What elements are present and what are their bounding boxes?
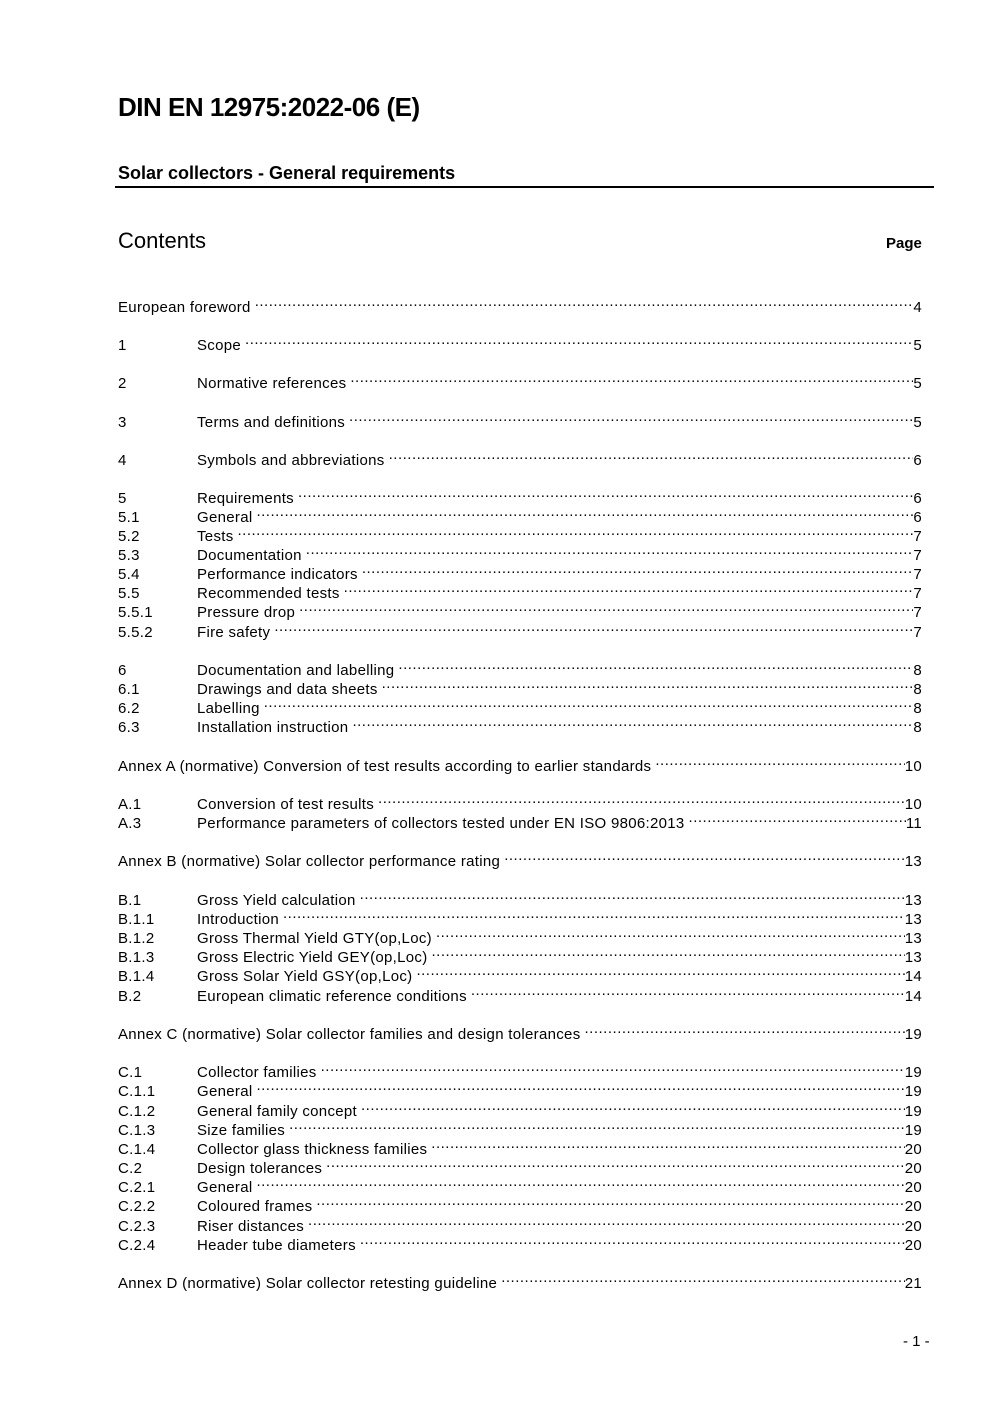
toc-title: General	[197, 1179, 253, 1196]
toc-leader	[245, 331, 913, 350]
toc-leader	[299, 598, 913, 617]
toc-leader	[389, 446, 914, 465]
toc-leader	[362, 560, 914, 579]
toc-number: B.2	[118, 988, 142, 1005]
toc-title: Labelling	[197, 700, 260, 717]
document-id: DIN EN 12975:2022-06 (E)	[118, 92, 420, 122]
toc-title: Collector families	[197, 1064, 317, 1081]
toc-number: 5.5.2	[118, 624, 153, 641]
toc-title: Gross Solar Yield GSY(op,Loc)	[197, 968, 413, 985]
toc-entry[interactable]	[118, 1231, 922, 1254]
toc-page: 14	[904, 968, 922, 985]
toc-entry[interactable]	[118, 656, 922, 679]
toc-title: General	[197, 1083, 253, 1100]
toc-page: 13	[904, 930, 922, 947]
toc-entry[interactable]	[118, 962, 922, 985]
toc-page: 20	[904, 1218, 922, 1235]
toc-number: B.1.3	[118, 949, 155, 966]
toc-entry[interactable]	[118, 522, 922, 545]
toc-title: Fire safety	[197, 624, 271, 641]
toc-entry[interactable]	[118, 503, 922, 526]
toc-leader	[316, 1192, 904, 1211]
toc-number: 5.3	[118, 547, 140, 564]
toc-title: Collector glass thickness families	[197, 1141, 428, 1158]
toc-title: Performance indicators	[197, 566, 358, 583]
toc-leader	[432, 943, 905, 962]
toc-entry[interactable]	[118, 1192, 922, 1215]
toc-page: 8	[913, 681, 922, 698]
toc-title: Requirements	[197, 490, 294, 507]
toc-title: Annex A (normative) Conversion of test results according to earlier standards	[118, 758, 652, 775]
toc-entry[interactable]	[118, 1212, 922, 1235]
toc-entry[interactable]	[118, 1135, 922, 1158]
toc-entry[interactable]	[118, 331, 922, 354]
toc-number: 4	[118, 452, 127, 469]
toc-leader	[431, 1135, 904, 1154]
toc-title: Coloured frames	[197, 1198, 313, 1215]
toc-entry[interactable]	[118, 579, 922, 602]
toc-title: Normative references	[197, 375, 347, 392]
toc-page: 7	[913, 624, 922, 641]
toc-leader	[298, 484, 913, 503]
toc-number: B.1.2	[118, 930, 155, 947]
toc-leader	[321, 1058, 905, 1077]
toc-page: 6	[913, 452, 922, 469]
toc-number: C.1.4	[118, 1141, 156, 1158]
toc-leader	[256, 1173, 904, 1192]
toc-number: 5.4	[118, 566, 140, 583]
toc-leader	[352, 713, 913, 732]
toc-page: 4	[913, 299, 922, 316]
toc-number: C.2.3	[118, 1218, 156, 1235]
toc-entry[interactable]	[118, 1154, 922, 1177]
toc-title: Riser distances	[197, 1218, 305, 1235]
toc-number: C.1.3	[118, 1122, 156, 1139]
toc-entry[interactable]	[118, 408, 922, 431]
toc-number: C.1	[118, 1064, 143, 1081]
toc-entry[interactable]	[118, 484, 922, 507]
toc-leader	[256, 1077, 904, 1096]
toc-title: Gross Yield calculation	[197, 892, 356, 909]
toc-entry[interactable]	[118, 943, 922, 966]
toc-page: 11	[905, 815, 922, 832]
toc-page: 13	[904, 949, 922, 966]
toc-leader	[306, 541, 914, 560]
toc-leader	[689, 809, 906, 828]
toc-page: 5	[913, 375, 922, 392]
toc-leader	[382, 675, 914, 694]
toc-entry[interactable]	[118, 675, 922, 698]
toc-title: General	[197, 509, 253, 526]
toc-entry[interactable]	[118, 1058, 922, 1081]
toc-title: Annex D (normative) Solar collector retesting guideline	[118, 1275, 498, 1292]
toc-leader	[504, 847, 905, 866]
toc-entry[interactable]	[118, 541, 922, 564]
toc-entry[interactable]	[118, 982, 922, 1005]
toc-title: European foreword	[118, 299, 251, 316]
toc-entry[interactable]	[118, 369, 922, 392]
toc-entry[interactable]	[118, 752, 922, 775]
toc-title: Terms and definitions	[197, 414, 346, 431]
toc-leader	[398, 656, 913, 675]
toc-entry[interactable]	[118, 905, 922, 928]
toc-title: Symbols and abbreviations	[197, 452, 385, 469]
document-subtitle: Solar collectors - General requirements	[118, 163, 456, 183]
toc-page: 19	[904, 1026, 922, 1043]
toc-page: 13	[904, 853, 922, 870]
toc-leader	[360, 886, 905, 905]
toc-page: 5	[913, 337, 922, 354]
toc-number: C.2.4	[118, 1237, 156, 1254]
header-rule	[115, 186, 934, 188]
toc-leader	[350, 369, 913, 388]
toc-title: Scope	[197, 337, 242, 354]
toc-page: 7	[913, 585, 922, 602]
toc-leader	[471, 982, 905, 1001]
toc-title: Tests	[197, 528, 234, 545]
toc-page: 20	[904, 1179, 922, 1196]
toc-number: C.2	[118, 1160, 143, 1177]
toc-leader	[436, 924, 905, 943]
toc-leader	[238, 522, 914, 541]
toc-title: Documentation and labelling	[197, 662, 395, 679]
toc-title: Design tolerances	[197, 1160, 323, 1177]
toc-number: 6	[118, 662, 127, 679]
toc-leader	[361, 1097, 905, 1116]
toc-number: 5.5.1	[118, 604, 153, 621]
toc-leader	[349, 408, 913, 427]
toc-page: 10	[904, 796, 922, 813]
toc-entry[interactable]	[118, 809, 922, 832]
toc-number: C.2.1	[118, 1179, 156, 1196]
toc-leader	[655, 752, 904, 771]
toc-title: Size families	[197, 1122, 286, 1139]
toc-page: 8	[913, 662, 922, 679]
toc-page: 5	[913, 414, 922, 431]
toc-leader	[378, 790, 905, 809]
toc-page: 7	[913, 528, 922, 545]
toc-page: 20	[904, 1141, 922, 1158]
toc-title: Header tube diameters	[197, 1237, 356, 1254]
toc-title: Recommended tests	[197, 585, 340, 602]
toc-page: 8	[913, 719, 922, 736]
toc-title: Annex B (normative) Solar collector performance rating	[118, 853, 501, 870]
toc-number: B.1.1	[118, 911, 155, 928]
toc-number: A.1	[118, 796, 142, 813]
toc-number: B.1.4	[118, 968, 155, 985]
toc-number: C.2.2	[118, 1198, 156, 1215]
toc-entry[interactable]	[118, 886, 922, 909]
toc-entry[interactable]	[118, 1020, 922, 1043]
toc-entry[interactable]	[118, 598, 922, 621]
toc-title: Installation instruction	[197, 719, 349, 736]
toc-leader	[416, 962, 904, 981]
toc-page: 6	[913, 490, 922, 507]
toc-number: 5.2	[118, 528, 140, 545]
toc-number: 3	[118, 414, 127, 431]
toc-page: 10	[904, 758, 922, 775]
toc-entry[interactable]	[118, 1077, 922, 1100]
toc-entry[interactable]	[118, 1097, 922, 1120]
toc-number: A.3	[118, 815, 142, 832]
toc-entry[interactable]	[118, 847, 922, 870]
toc-entry[interactable]	[118, 1269, 922, 1292]
page-column-label: Page	[886, 235, 922, 252]
toc-title: Gross Electric Yield GEY(op,Loc)	[197, 949, 428, 966]
toc-entry[interactable]	[118, 618, 922, 641]
toc-title: General family concept	[197, 1103, 358, 1120]
toc-title: Introduction	[197, 911, 279, 928]
toc-page: 7	[913, 604, 922, 621]
toc-leader	[264, 694, 914, 713]
toc-page: 21	[904, 1275, 922, 1292]
toc-page: 19	[904, 1083, 922, 1100]
toc-page: 7	[913, 566, 922, 583]
toc-title: Documentation	[197, 547, 302, 564]
toc-number: 5.5	[118, 585, 140, 602]
toc-number: 1	[118, 337, 127, 354]
toc-leader	[344, 579, 914, 598]
toc-number: B.1	[118, 892, 142, 909]
toc-leader	[326, 1154, 905, 1173]
toc-leader	[308, 1212, 905, 1231]
toc-page: 7	[913, 547, 922, 564]
toc-page: 20	[904, 1237, 922, 1254]
toc-number: 5	[118, 490, 127, 507]
toc-leader	[256, 503, 913, 522]
toc-number: 6.3	[118, 719, 140, 736]
toc-title: Performance parameters of collectors tested under EN ISO 9806:2013	[197, 815, 685, 832]
toc-leader	[501, 1269, 905, 1288]
toc-entry[interactable]	[118, 694, 922, 717]
toc-number: 6.2	[118, 700, 140, 717]
toc-number: 2	[118, 375, 127, 392]
toc-number: C.1.2	[118, 1103, 156, 1120]
toc-leader	[289, 1116, 905, 1135]
toc-page: 13	[904, 911, 922, 928]
toc-page: 19	[904, 1103, 922, 1120]
toc-leader	[585, 1020, 905, 1039]
toc-leader	[274, 618, 913, 637]
toc-number: 6.1	[118, 681, 140, 698]
toc-number: 5.1	[118, 509, 140, 526]
toc-entry[interactable]	[118, 924, 922, 947]
toc-entry[interactable]	[118, 1173, 922, 1196]
toc-number: C.1.1	[118, 1083, 156, 1100]
toc-entry[interactable]	[118, 446, 922, 469]
toc-title: Annex C (normative) Solar collector families and design tolerances	[118, 1026, 581, 1043]
toc-page: 8	[913, 700, 922, 717]
toc-title: European climatic reference conditions	[197, 988, 467, 1005]
toc-leader	[255, 293, 914, 312]
toc-page: 19	[904, 1122, 922, 1139]
toc-entry[interactable]	[118, 1116, 922, 1139]
toc-title: Drawings and data sheets	[197, 681, 378, 698]
toc-entry[interactable]	[118, 293, 922, 316]
toc-page: 6	[913, 509, 922, 526]
toc-title: Conversion of test results	[197, 796, 375, 813]
toc-leader	[283, 905, 905, 924]
toc-entry[interactable]	[118, 713, 922, 736]
toc-entry[interactable]	[118, 790, 922, 813]
toc-title: Gross Thermal Yield GTY(op,Loc)	[197, 930, 432, 947]
toc-page: 14	[904, 988, 922, 1005]
toc-page: 13	[904, 892, 922, 909]
toc-title: Pressure drop	[197, 604, 296, 621]
toc-leader	[360, 1231, 905, 1250]
page-number: - 1 -	[903, 1333, 930, 1350]
contents-heading: Contents	[118, 228, 207, 253]
toc-page: 19	[904, 1064, 922, 1081]
toc-entry[interactable]	[118, 560, 922, 583]
toc-page: 20	[904, 1198, 922, 1215]
toc-page: 20	[904, 1160, 922, 1177]
